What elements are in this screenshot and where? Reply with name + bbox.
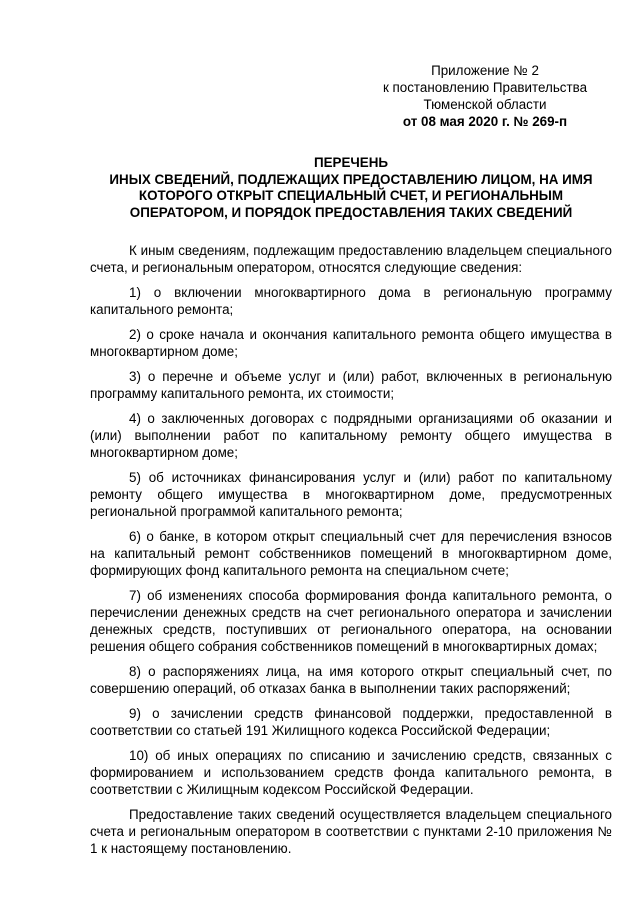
list-item-1: 1) о включении многоквартирного дома в региональную программу капитального ремонта; [90,285,612,317]
list-item-2: 2) о сроке начала и окончания капитального ремонта общего имущества в многоквартирном доме; [90,327,612,359]
appendix-number: Приложение № 2 [431,63,539,78]
intro-paragraph: К иным сведениям, подлежащим предоставлению владельцем специального счета, и региональным оператором, относятся следующие сведения: [90,243,612,275]
appendix-reference: к постановлению Правительства [382,80,588,95]
appendix-header [360,62,610,130]
list-item-6: 6) о банке, в котором открыт специальный счет для перечисления взносов на капитальный ремонт собственников помещений в многоквартирном доме, формирующих фонд капитального ремонта на специальном счете; [90,529,612,578]
title-line-2: ИНЫХ СВЕДЕНИЙ, ПОДЛЕЖАЩИХ ПРЕДОСТАВЛЕНИЮ ЛИЦОМ, НА ИМЯ [109,171,593,187]
appendix-date-number: от 08 мая 2020 г. № 269-п [402,114,568,129]
document-title [82,155,620,221]
list-item-5: 5) об источниках финансирования услуг и (или) работ по капитальному ремонту общего имущества в многоквартирном доме, предусмотренных региональной программой капитального ремонта; [90,470,612,519]
title-line-1: ПЕРЕЧЕНЬ [313,155,389,170]
closing-paragraph: Предоставление таких сведений осуществляется владельцем специального счета и региональным оператором в соответствии с пунктами 2-10 приложения № 1 к настоящему постановлению. [90,807,612,856]
list-item-10: 10) об иных операциях по списанию и зачислению средств, связанных с формированием и использованием средств фонда капитального ремонта, в соответствии с Жилищным кодексом Российской Федерации. [90,748,612,797]
list-item-8: 8) о распоряжениях лица, на имя которого открыт специальный счет, по совершению операций, об отказах банка в выполнении таких распоряжений; [90,664,612,696]
list-item-7: 7) об изменениях способа формирования фонда капитального ремонта, о перечислении денежных средств на счет регионального оператора и зачислении денежных средств, поступивших от регионального оператора, на основании решения общего собрания собственников помещений в многоквартирных домах; [90,588,612,654]
title-line-3: КОТОРОГО ОТКРЫТ СПЕЦИАЛЬНЫЙ СЧЕТ, И РЕГИОНАЛЬНЫМ [138,188,564,203]
list-item-9: 9) о зачислении средств финансовой поддержки, предоставленной в соответствии со статьей 191 Жилищного кодекса Российской Федерации; [90,706,612,738]
list-item-3: 3) о перечне и объеме услуг и (или) работ, включенных в региональную программу капитального ремонта, их стоимости; [90,369,612,401]
document-body [90,242,612,857]
appendix-region: Тюменской области [423,97,547,112]
title-line-4: ОПЕРАТОРОМ, И ПОРЯДОК ПРЕДОСТАВЛЕНИЯ ТАКИХ СВЕДЕНИЙ [129,204,573,220]
list-item-4: 4) о заключенных договорах с подрядными организациями об оказании и (или) выполнении работ по капитальному ремонту общего имущества в многоквартирном доме; [90,411,612,460]
